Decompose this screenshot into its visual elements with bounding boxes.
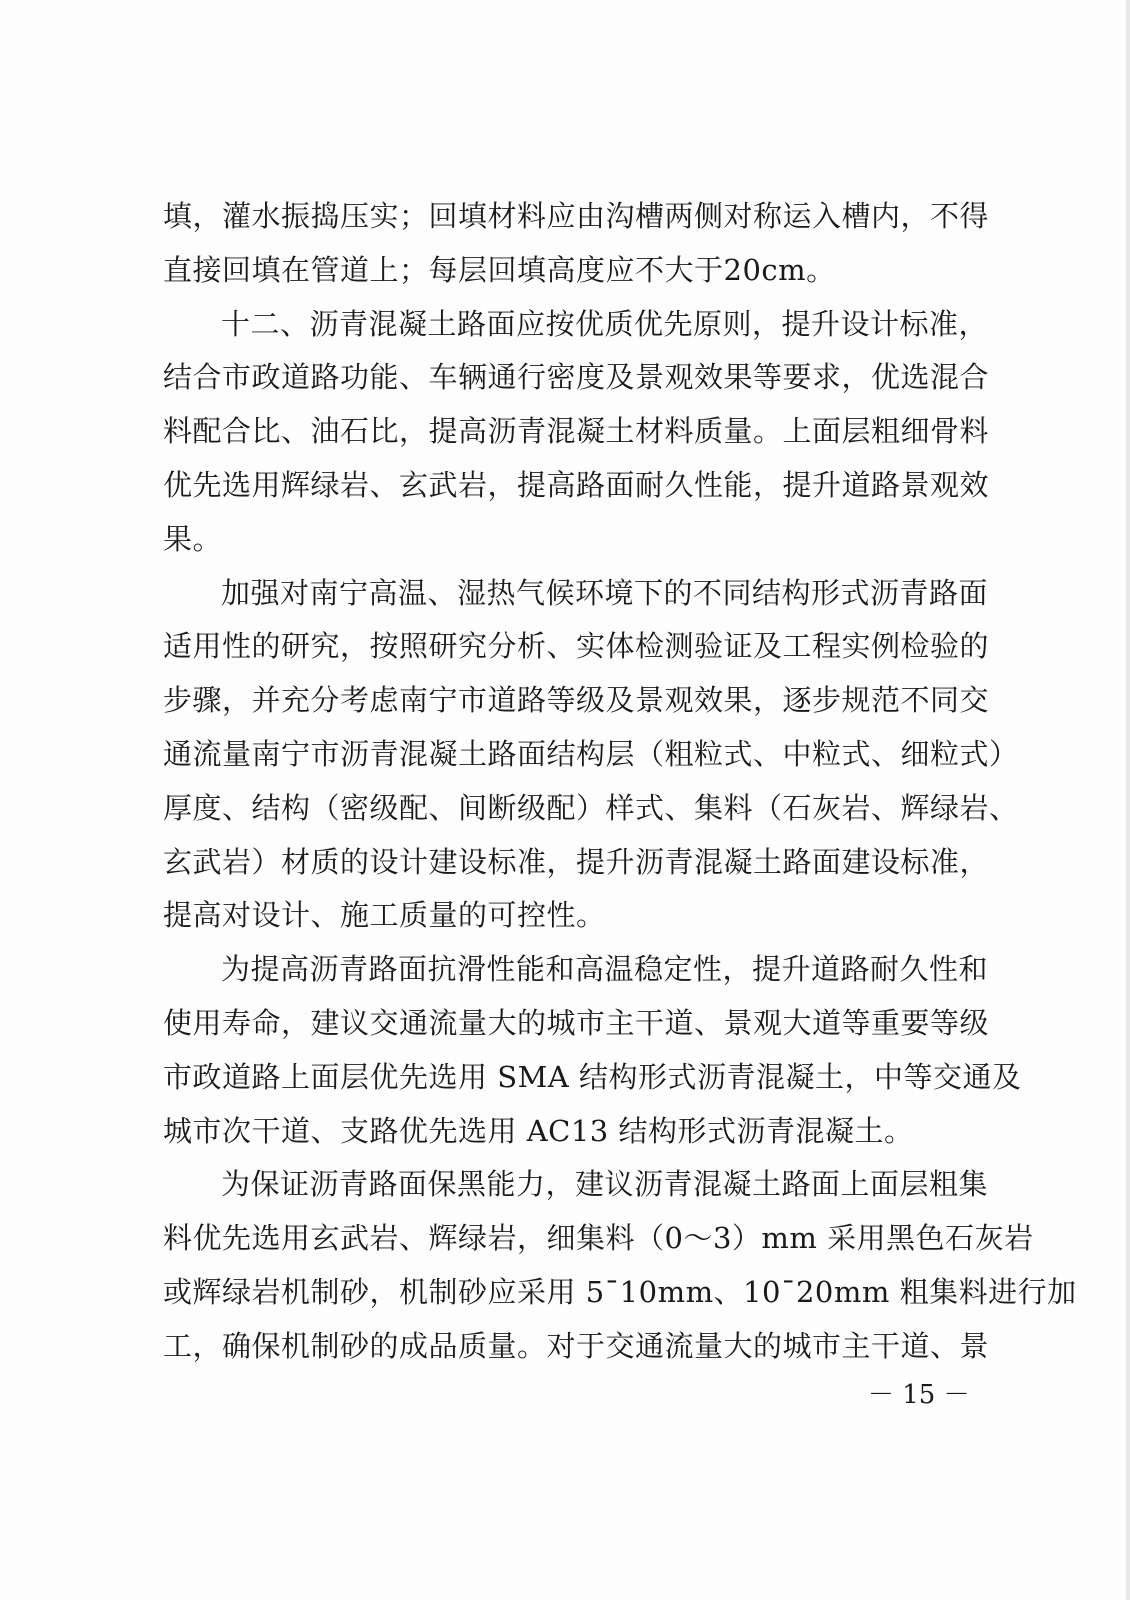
text-line: 步骤，并充分考虑南宁市道路等级及景观效果，逐步规范不同交 <box>163 683 990 718</box>
page-number: － 15 － <box>868 1380 970 1410</box>
text-line: 为保证沥青路面保黑能力，建议沥青混凝土路面上面层粗集 <box>221 1167 989 1202</box>
text-line: 城市次干道、支路优先选用 AC13 结构形式沥青混凝土。 <box>163 1113 914 1148</box>
text-line: 使用寿命，建议交通流量大的城市主干道、景观大道等重要等级 <box>163 1005 990 1040</box>
text-line: 十二、沥青混凝土路面应按优质优先原则，提升设计标准， <box>221 306 989 341</box>
text-line: 料配合比、油石比，提高沥青混凝土材料质量。上面层粗细骨料 <box>163 414 990 449</box>
text-line: 市政道路上面层优先选用 SMA 结构形式沥青混凝土，中等交通及 <box>163 1059 1022 1094</box>
text-line: 工，确保机制砂的成品质量。对于交通流量大的城市主干道、景 <box>163 1328 990 1363</box>
text-line: 厚度、结构（密级配、间断级配）样式、集料（石灰岩、辉绿岩、 <box>163 790 1019 825</box>
text-line: 适用性的研究，按照研究分析、实体检测验证及工程实例检验的 <box>163 629 990 664</box>
text-line: 优先选用辉绿岩、玄武岩，提高路面耐久性能，提升道路景观效 <box>163 467 990 502</box>
text-line: 或辉绿岩机制砂，机制砂应采用 5¯10mm、10¯20mm 粗集料进行加 <box>163 1274 1077 1309</box>
scan-edge <box>1126 0 1130 1600</box>
text-line: 结合市政道路功能、车辆通行密度及景观效果等要求，优选混合 <box>163 360 990 395</box>
text-line: 果。 <box>163 521 223 556</box>
text-line: 直接回填在管道上；每层回填高度应不大于20cm。 <box>163 252 836 287</box>
text-line: 玄武岩）材质的设计建设标准，提升沥青混凝土路面建设标准， <box>163 844 990 879</box>
text-line: 加强对南宁高温、湿热气候环境下的不同结构形式沥青路面 <box>221 575 989 610</box>
text-line: 通流量南宁市沥青混凝土路面结构层（粗粒式、中粒式、细粒式） <box>163 736 1019 771</box>
text-line: 为提高沥青路面抗滑性能和高温稳定性，提升道路耐久性和 <box>221 952 989 987</box>
text-line: 提高对设计、施工质量的可控性。 <box>163 898 606 933</box>
text-line: 填，灌水振捣压实；回填材料应由沟槽两侧对称运入槽内，不得 <box>163 199 990 233</box>
text-line: 料优先选用玄武岩、辉绿岩，细集料（0～3）mm 采用黑色石灰岩 <box>163 1221 1034 1256</box>
document-body <box>163 190 1077 1374</box>
